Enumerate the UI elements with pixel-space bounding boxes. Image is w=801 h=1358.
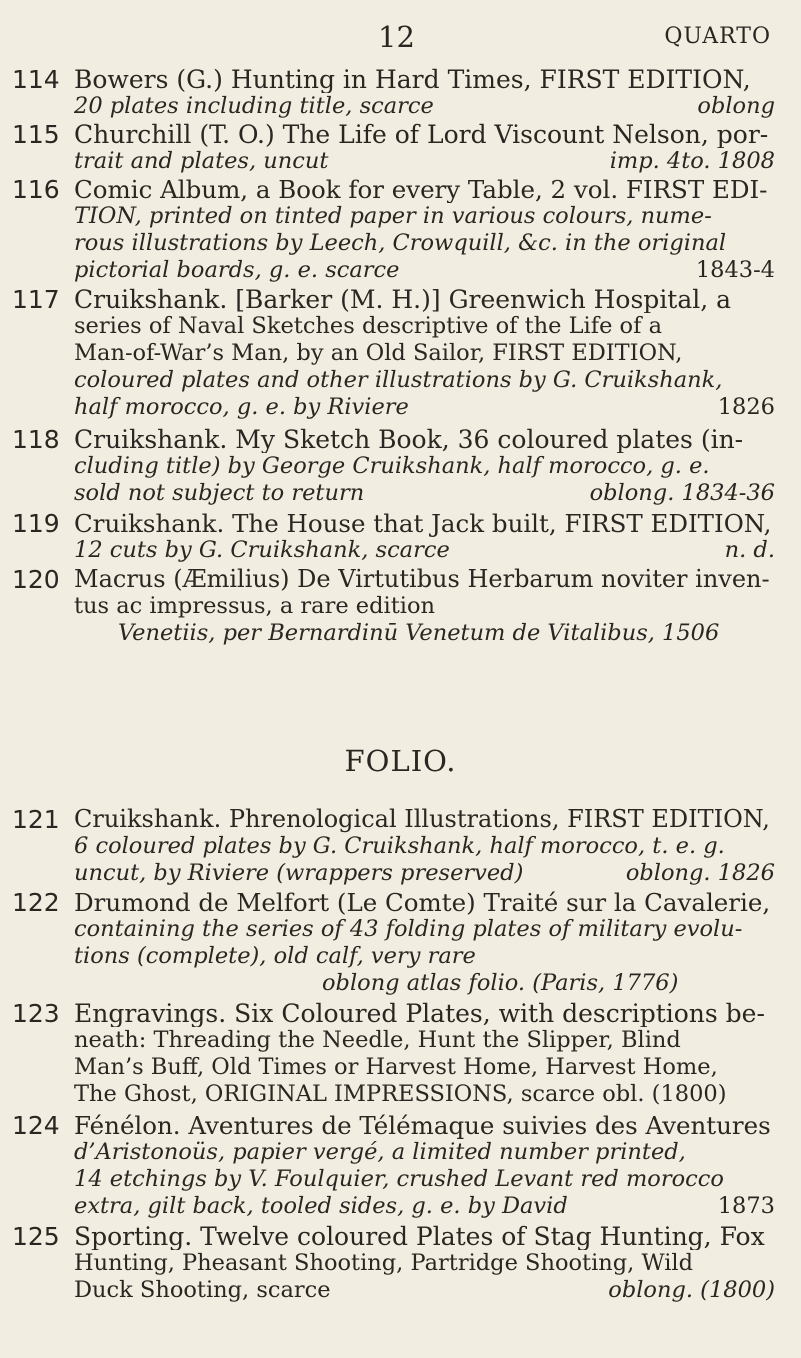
line-text: TION, printed on tinted paper in various colours, nume-: [74, 203, 712, 229]
line-text: Cruikshank. [Barker (M. H.)] Greenwich Hospital, a: [74, 286, 732, 313]
entry-line: [74, 943, 775, 970]
entry-line: [74, 889, 775, 916]
line-text: 12 cuts by G. Cruikshank, scarce: [74, 537, 450, 563]
line-text: Macrus (Æmilius) De Virtutibus Herbarum noviter inven-: [74, 566, 770, 593]
entry-text: [74, 806, 775, 887]
line-text: Engravings. Six Coloured Plates, with descriptions be-: [74, 1000, 765, 1027]
lot-number: 118: [12, 425, 60, 454]
line-text: neath: Threading the Needle, Hunt the Slipper, Blind: [74, 1027, 681, 1053]
entry-line: [74, 230, 775, 257]
line-text: Bowers (G.) Hunting in Hard Times, FIRST EDITION,: [74, 66, 751, 93]
line-text: Cruikshank. My Sketch Book, 36 coloured plates (in-: [74, 426, 744, 453]
line-text: sold not subject to return: [74, 480, 365, 506]
lot-number: 123: [12, 999, 60, 1028]
entry-line: [74, 566, 775, 593]
line-text: oblong atlas folio. (Paris, 1776): [322, 970, 679, 996]
running-head: QUARTO: [664, 24, 771, 49]
line-text: containing the series of 43 folding plates of military evolu-: [74, 916, 743, 942]
line-text: 20 plates including title, scarce: [74, 93, 434, 119]
line-text: Sporting. Twelve coloured Plates of Stag Hunting, Fox: [74, 1223, 765, 1250]
entry-line: [74, 203, 775, 230]
entry-line: [74, 257, 775, 284]
page-header: [0, 18, 801, 58]
line-right: oblong. (1800): [608, 1277, 775, 1303]
lot-number: 116: [12, 175, 60, 204]
entry-line: [74, 66, 775, 93]
line-text: cluding title) by George Cruikshank, half morocco, g. e.: [74, 453, 710, 479]
entry-line: [74, 1223, 775, 1250]
entry-line: [74, 313, 775, 340]
line-text: Drumond de Melfort (Le Comte) Traité sur la Cavalerie,: [74, 889, 771, 916]
line-right: oblong: [697, 93, 775, 119]
line-text: Man-of-War’s Man, by an Old Sailor, FIRST EDITION,: [74, 340, 683, 366]
line-text: 14 etchings by V. Foulquier, crushed Levant red morocco: [74, 1166, 724, 1192]
line-text: tus ac impressus, a rare edition: [74, 593, 435, 619]
entry-text: [74, 510, 775, 564]
entry-line: [74, 593, 775, 620]
entry-line: [74, 860, 775, 887]
entry-line: [74, 1250, 775, 1277]
lot-number: 121: [12, 805, 60, 834]
line-right: oblong. 1834-36: [589, 480, 775, 506]
line-text: d’Aristonoüs, papier vergé, a limited number printed,: [74, 1139, 686, 1165]
entry-text: [74, 121, 775, 175]
lot-number: 114: [12, 65, 60, 94]
line-right: oblong. 1826: [625, 860, 775, 886]
entry-line: [74, 537, 775, 564]
entry-text: [74, 426, 775, 507]
line-text: pictorial boards, g. e. scarce: [74, 257, 400, 283]
entry-text: [74, 286, 775, 421]
entry-line: [74, 453, 775, 480]
line-text: Cruikshank. The House that Jack built, FIRST EDITION,: [74, 510, 772, 537]
line-text: Venetiis, per Bernardinū Venetum de Vitalibus, 1506: [118, 620, 720, 646]
entry-line: [74, 1277, 775, 1304]
line-right: n. d.: [724, 537, 775, 563]
entry-line: [74, 1139, 775, 1166]
line-text: rous illustrations by Leech, Crowquill, &c. in the original: [74, 230, 727, 256]
entry-text: [74, 66, 775, 120]
line-text: Hunting, Pheasant Shooting, Partridge Shooting, Wild: [74, 1250, 694, 1276]
line-text: extra, gilt back, tooled sides, g. e. by David: [74, 1193, 568, 1219]
entry-line: [74, 176, 775, 203]
line-text: Man’s Buff, Old Times or Harvest Home, Harvest Home,: [74, 1054, 718, 1080]
entry-line: [74, 426, 775, 453]
lot-number: 117: [12, 285, 60, 314]
line-text: Churchill (T. O.) The Life of Lord Viscount Nelson, por-: [74, 121, 769, 148]
entry-line: [74, 1081, 775, 1108]
entry-line: [74, 806, 775, 833]
entry-line: [74, 620, 775, 647]
entry-text: [74, 1223, 775, 1304]
page-number: 12: [378, 20, 415, 54]
entry-line: [74, 1054, 775, 1081]
lot-number: 125: [12, 1222, 60, 1251]
entry-line: [74, 394, 775, 421]
line-text: trait and plates, uncut: [74, 148, 329, 174]
entry-text: [74, 889, 775, 997]
entry-line: [74, 148, 775, 175]
entry-line: [74, 1166, 775, 1193]
entry-line: [74, 1000, 775, 1027]
entry-text: [74, 176, 775, 284]
entry-line: [74, 1112, 775, 1139]
line-text: Duck Shooting, scarce: [74, 1277, 331, 1303]
entry-text: [74, 1000, 775, 1108]
entry-text: [74, 1112, 775, 1220]
line-text: 6 coloured plates by G. Cruikshank, half morocco, t. e. g.: [74, 833, 725, 859]
lot-number: 122: [12, 888, 60, 917]
entry-line: [74, 121, 775, 148]
entry-line: [74, 510, 775, 537]
line-text: coloured plates and other illustrations by G. Cruikshank,: [74, 367, 723, 393]
lot-number: 120: [12, 565, 60, 594]
entry-line: [74, 286, 775, 313]
line-right: 1873: [717, 1193, 775, 1219]
entry-line: [74, 1027, 775, 1054]
line-text: tions (complete), old calf, very rare: [74, 943, 476, 969]
line-text: half morocco, g. e. by Riviere: [74, 394, 409, 420]
line-text: uncut, by Riviere (wrappers preserved): [74, 860, 524, 886]
entry-line: [74, 833, 775, 860]
lot-number: 115: [12, 120, 60, 149]
entry-line: [74, 916, 775, 943]
line-text: Cruikshank. Phrenological Illustrations, FIRST EDITION,: [74, 806, 770, 833]
entry-text: [74, 566, 775, 647]
line-text: The Ghost, ORIGINAL IMPRESSIONS, scarce obl. (1800): [74, 1081, 727, 1107]
line-text: Comic Album, a Book for every Table, 2 vol. FIRST EDI-: [74, 176, 768, 203]
line-right: 1826: [717, 394, 775, 420]
entry-line: [74, 340, 775, 367]
line-text: series of Naval Sketches descriptive of the Life of a: [74, 313, 662, 339]
line-right: 1843-4: [695, 257, 775, 283]
lot-number: 119: [12, 509, 60, 538]
entry-line: [74, 970, 775, 997]
entry-line: [74, 367, 775, 394]
entry-line: [74, 1193, 775, 1220]
line-right: imp. 4to. 1808: [609, 148, 775, 174]
section-heading: FOLIO.: [344, 744, 457, 778]
entry-line: [74, 480, 775, 507]
lot-number: 124: [12, 1111, 60, 1140]
line-text: Fénélon. Aventures de Télémaque suivies des Aventures: [74, 1112, 771, 1139]
entry-line: [74, 93, 775, 120]
